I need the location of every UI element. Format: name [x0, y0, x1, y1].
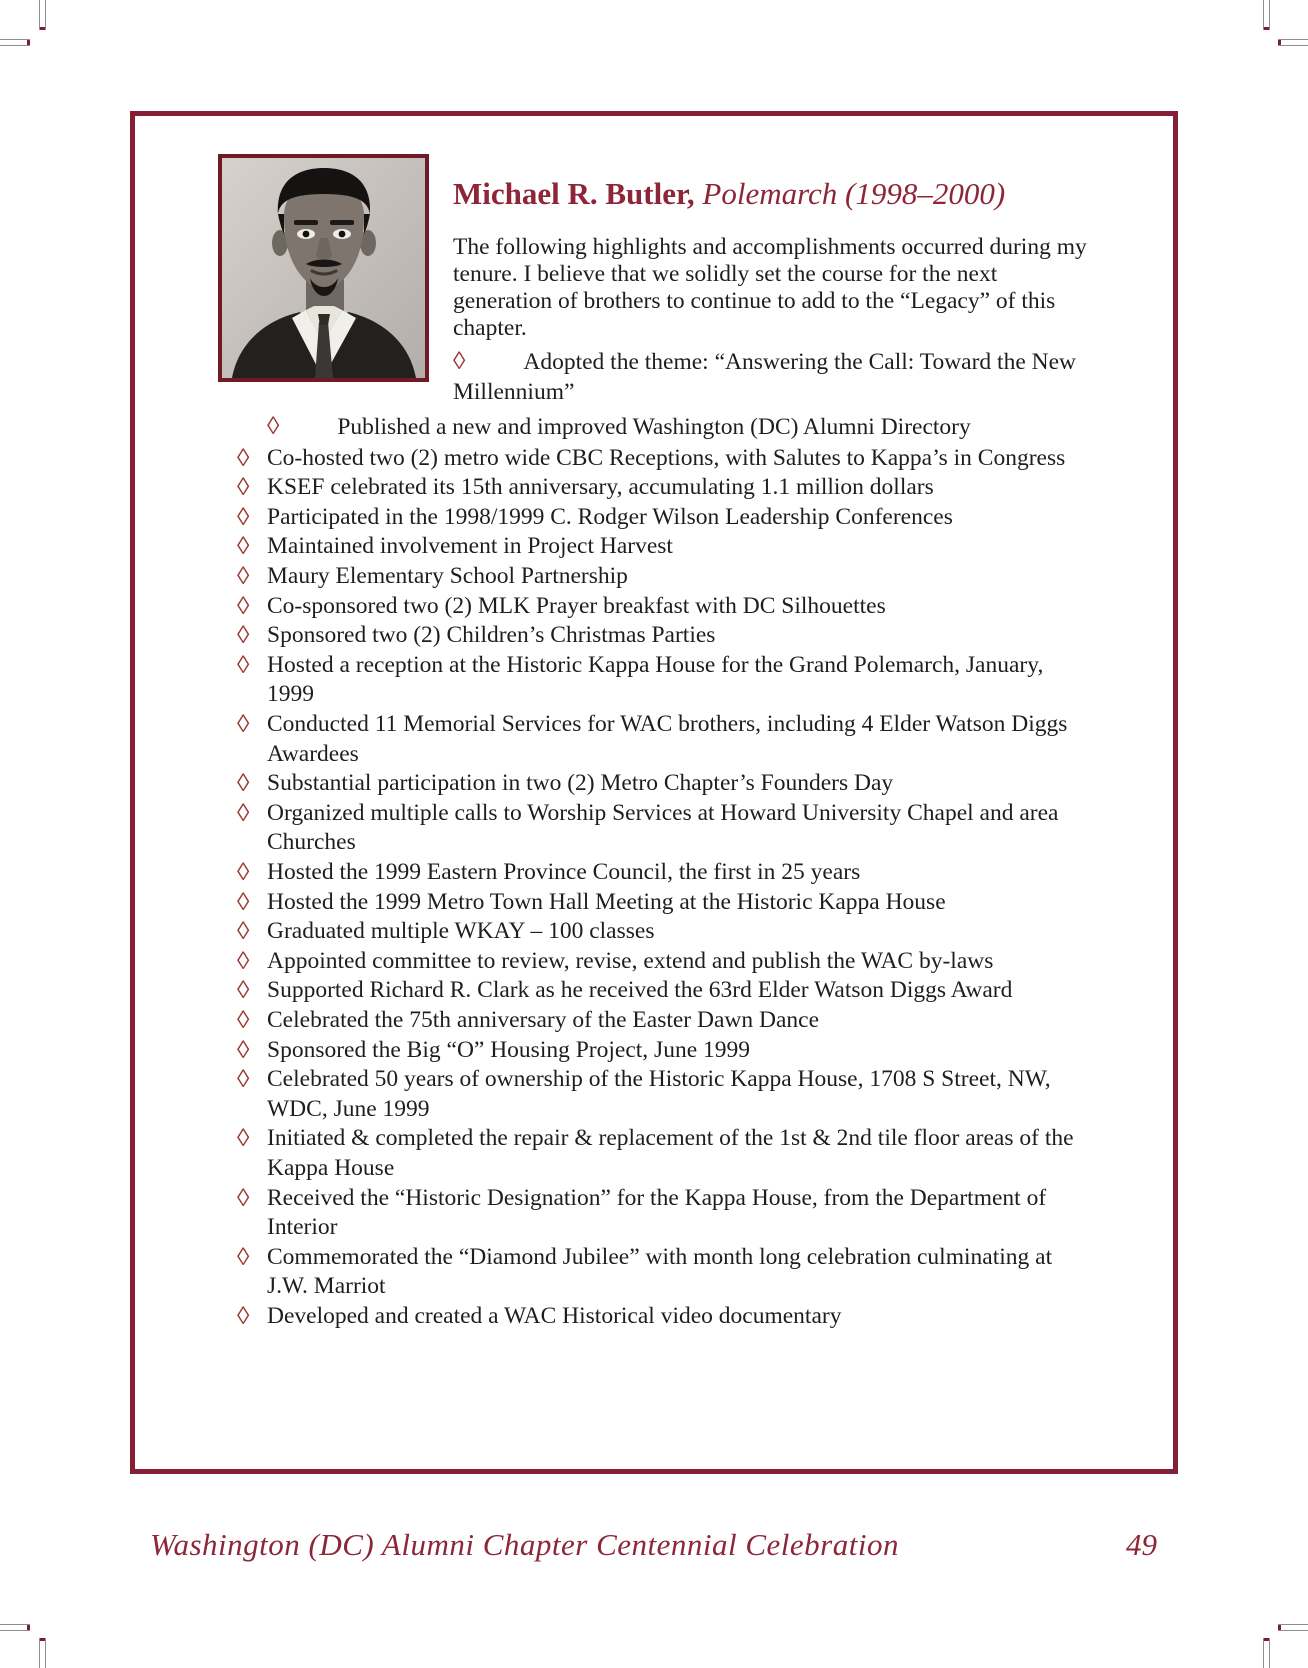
list-item-text: Participated in the 1998/1999 C. Rodger Wilson Leadership Conferences: [267, 503, 953, 530]
crop-mark-bottom-right-horizontal: [1278, 1624, 1308, 1631]
list-item-text: Graduated multiple WKAY – 100 classes: [267, 918, 655, 945]
list-item-text: Co-hosted two (2) metro wide CBC Receptions, with Salutes to Kappa’s in Congress: [267, 444, 1066, 471]
list-item-text: Appointed committee to review, revise, extend and publish the WAC by-laws: [267, 947, 994, 974]
list-item-text: Commemorated the “Diamond Jubilee” with month long celebration culminating at J.W. Marriot: [267, 1243, 1053, 1300]
diamond-bullet-icon: ◊: [237, 651, 250, 679]
list-item-text: Initiated & completed the repair & replacement of the 1st & 2nd tile floor areas of the Kappa House: [267, 1125, 1074, 1181]
list-item-text: Co-sponsored two (2) MLK Prayer breakfast with DC Silhouettes: [267, 592, 886, 619]
accomplishments-list: [237, 444, 1095, 1332]
list-item: [237, 710, 1095, 769]
list-item-text: Hosted the 1999 Metro Town Hall Meeting at the Historic Kappa House: [267, 888, 946, 915]
list-item: [237, 473, 1095, 503]
list-item: [237, 503, 1095, 533]
list-item: [237, 444, 1095, 474]
list-item-text: Substantial participation in two (2) Metro Chapter’s Founders Day: [267, 770, 894, 797]
list-item: [237, 947, 1095, 977]
diamond-bullet-icon: ◊: [237, 918, 250, 946]
list-item-text: KSEF celebrated its 15th anniversary, accumulating 1.1 million dollars: [267, 474, 934, 501]
diamond-bullet-icon: ◊: [237, 474, 250, 502]
diamond-bullet-icon: ◊: [237, 533, 250, 561]
list-item-text: Hosted a reception at the Historic Kappa House for the Grand Polemarch, January, 1999: [267, 651, 1044, 708]
profile-role: Polemarch (1998–2000): [694, 176, 1006, 211]
footer-title: Washington (DC) Alumni Chapter Centennial Celebration: [150, 1527, 899, 1562]
intro-paragraph: The following highlights and accomplishments occurred during my tenure. I believe that we solidly set the course for the next generation of brothers to continue to add to the “Legacy” of this chapter.: [453, 234, 1087, 342]
diamond-bullet-icon: ◊: [237, 799, 250, 827]
diamond-bullet-icon: ◊: [267, 413, 280, 441]
diamond-bullet-icon: ◊: [237, 563, 250, 591]
page-content: [237, 154, 1095, 1332]
list-item: [237, 1302, 1095, 1332]
list-item: [267, 412, 1095, 443]
diamond-bullet-icon: ◊: [453, 348, 466, 376]
crop-mark-bottom-left-horizontal: [0, 1624, 30, 1631]
list-item: [237, 1036, 1095, 1066]
list-item-text: Maintained involvement in Project Harvest: [267, 533, 673, 560]
crop-mark-bottom-left-vertical: [39, 1638, 46, 1668]
list-item: [237, 1243, 1095, 1302]
portrait-photo: [218, 154, 429, 382]
list-item-text: Adopted the theme: “Answering the Call: Toward the New Millennium”: [453, 349, 1076, 405]
crop-mark-top-left-vertical: [39, 0, 46, 30]
list-item-text: Sponsored the Big “O” Housing Project, June 1999: [267, 1036, 751, 1063]
diamond-bullet-icon: ◊: [237, 1125, 250, 1153]
list-item: [237, 917, 1095, 947]
list-item-text: Hosted the 1999 Eastern Province Council, the first in 25 years: [267, 859, 861, 885]
list-item: [237, 976, 1095, 1006]
diamond-bullet-icon: ◊: [237, 711, 250, 739]
diamond-bullet-icon: ◊: [237, 622, 250, 650]
list-item: [237, 1065, 1095, 1124]
list-item: [237, 1006, 1095, 1036]
diamond-bullet-icon: ◊: [237, 1302, 250, 1330]
list-item-text: Maury Elementary School Partnership: [267, 563, 628, 590]
list-item-text: Celebrated the 75th anniversary of the Easter Dawn Dance: [267, 1006, 820, 1033]
footer-page-number: 49: [1126, 1527, 1157, 1562]
diamond-bullet-icon: ◊: [237, 1243, 250, 1271]
diamond-bullet-icon: ◊: [237, 859, 250, 886]
diamond-bullet-icon: ◊: [237, 977, 250, 1005]
list-item-text: Conducted 11 Memorial Services for WAC brothers, including 4 Elder Watson Diggs Awardees: [267, 711, 1068, 767]
list-item: [237, 888, 1095, 918]
diamond-bullet-icon: ◊: [237, 592, 250, 620]
portrait-photo-drawing: [222, 158, 425, 378]
crop-mark-top-right-horizontal: [1278, 39, 1308, 46]
list-item: [237, 858, 1095, 888]
crop-mark-top-left-horizontal: [0, 39, 30, 46]
list-item: [237, 592, 1095, 622]
diamond-bullet-icon: ◊: [237, 1184, 250, 1212]
crop-mark-top-right-vertical: [1263, 0, 1270, 30]
list-item-text: Organized multiple calls to Worship Services at Howard University Chapel and area Churches: [267, 799, 1059, 856]
diamond-bullet-icon: ◊: [237, 947, 250, 975]
list-item-text: Developed and created a WAC Historical video documentary: [267, 1302, 842, 1329]
list-item-text: Supported Richard R. Clark as he received the 63rd Elder Watson Diggs Award: [267, 977, 1013, 1004]
list-item: [237, 532, 1095, 562]
list-item: [237, 1124, 1095, 1183]
list-item: [237, 651, 1095, 710]
list-item: [237, 799, 1095, 858]
profile-name: Michael R. Butler,: [453, 176, 695, 211]
list-item: [237, 621, 1095, 651]
list-item-text: Received the “Historic Designation” for the Kappa House, from the Department of Interior: [267, 1184, 1047, 1241]
list-item: [237, 1184, 1095, 1243]
list-item-text: Published a new and improved Washington (DC) Alumni Directory: [337, 414, 971, 441]
diamond-bullet-icon: ◊: [237, 503, 250, 531]
list-item-text: Sponsored two (2) Children’s Christmas Parties: [267, 622, 716, 649]
diamond-bullet-icon: ◊: [237, 444, 250, 472]
diamond-bullet-icon: ◊: [237, 1006, 250, 1034]
list-item-text: Celebrated 50 years of ownership of the Historic Kappa House, 1708 S Street, NW, WDC, June 1999: [267, 1066, 1051, 1122]
diamond-bullet-icon: ◊: [237, 770, 250, 798]
list-item: [237, 769, 1095, 799]
diamond-bullet-icon: ◊: [237, 1066, 250, 1094]
crop-mark-bottom-right-vertical: [1263, 1638, 1270, 1668]
list-item: [237, 562, 1095, 592]
diamond-bullet-icon: ◊: [237, 1036, 250, 1064]
diamond-bullet-icon: ◊: [237, 888, 250, 916]
